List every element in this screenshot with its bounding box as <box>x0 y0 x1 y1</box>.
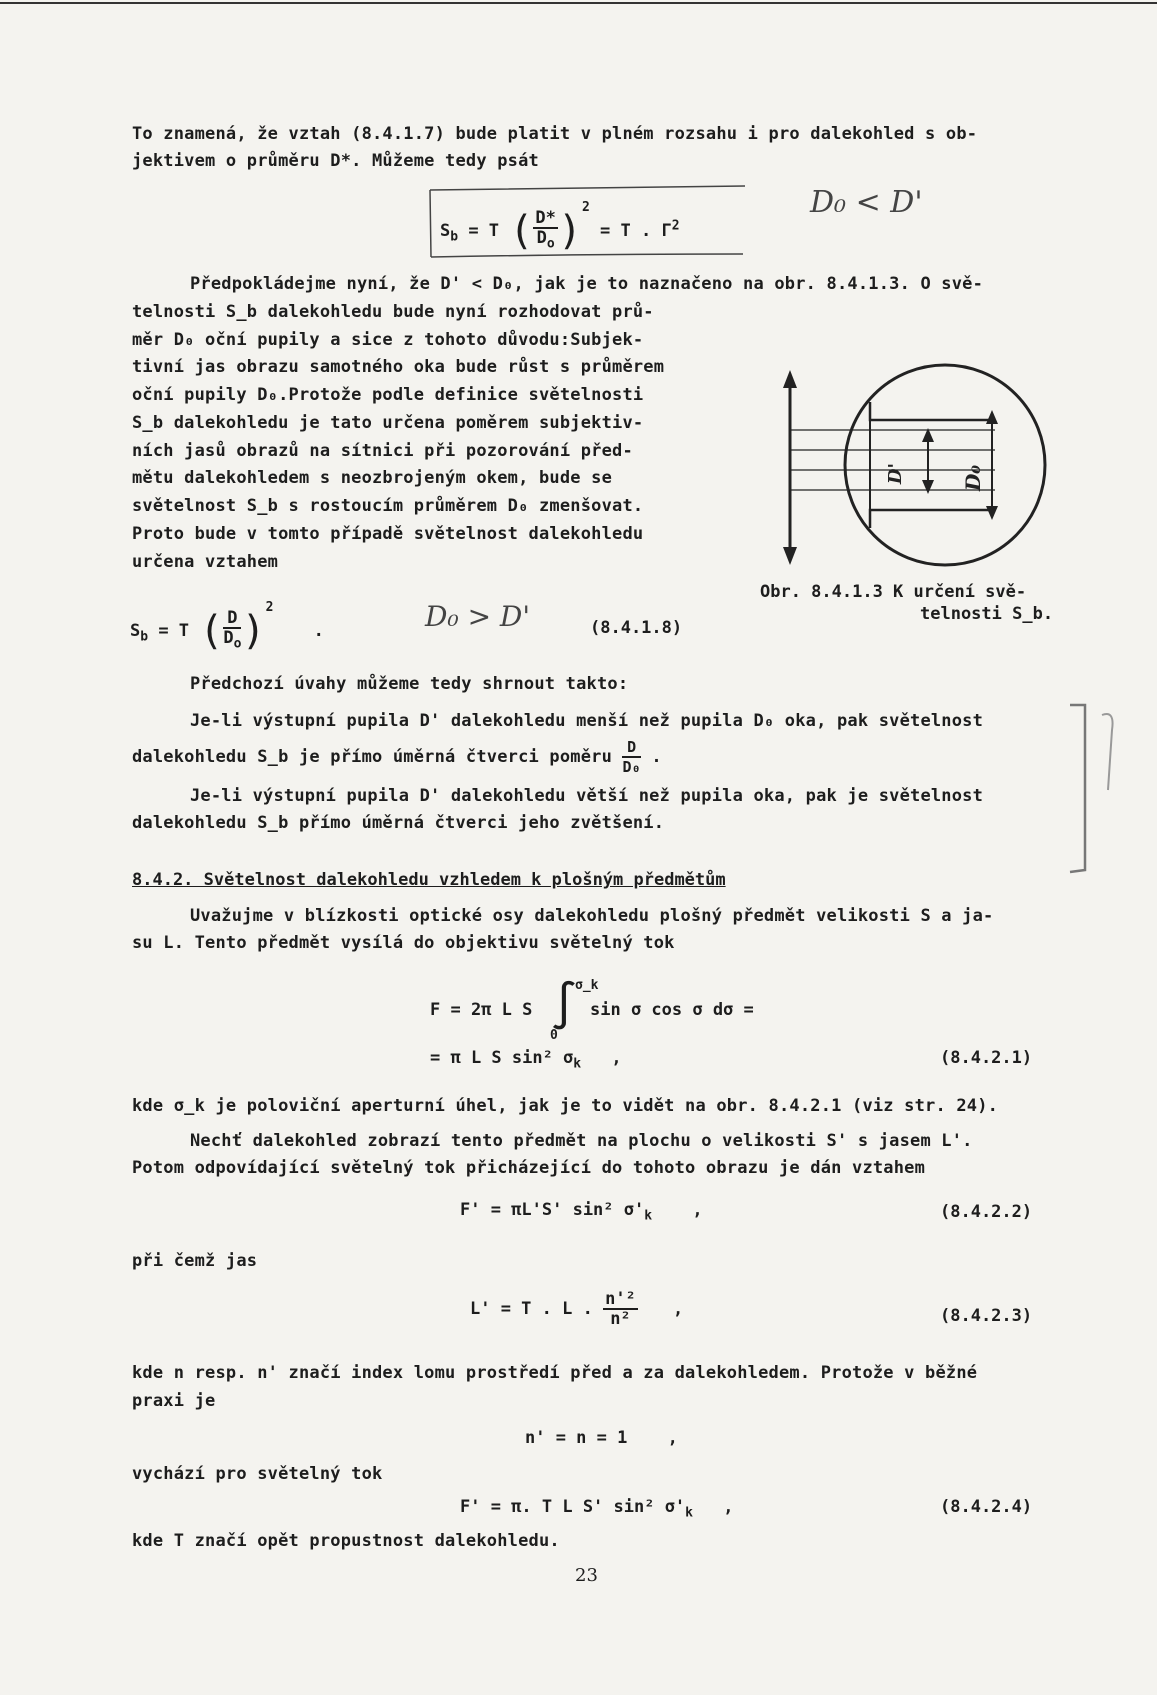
text-line: mětu dalekohledem s neozbrojeným okem, bude se <box>132 468 613 488</box>
text-line: dalekohledu S_b přímo úměrná čtverci jeho zvětšení. <box>132 813 665 833</box>
equation-number: (8.4.2.2) <box>940 1202 1033 1222</box>
text-line: Je-li výstupní pupila D' dalekohledu větší než pupila oka, pak je světelnost <box>190 786 984 806</box>
text-line: dalekohledu S_b je přímo úměrná čtverci poměru $\frac{D}{\text{D₀}}$ . <box>132 738 662 776</box>
text-line: telnosti S_b dalekohledu bude nyní rozhodovat prů- <box>132 302 654 322</box>
integral-upper-limit: σ_k <box>575 978 599 993</box>
equation-5: L' = T . L . $\frac{\text{n'²}}{\text{n²}}$ , <box>470 1289 684 1329</box>
equation-7: F' = π. T L S' sin² $\sigma'_k$ , <box>460 1497 734 1521</box>
section-heading: 8.4.2. Světelnost dalekohledu vzhledem k plošným předmětům <box>132 870 726 890</box>
text-line: měr D₀ oční pupily a sice z tohoto důvodu:Subjek- <box>132 330 644 350</box>
text-line: tivní jas obrazu samotného oka bude růst s průměrem <box>132 357 665 377</box>
handwritten-note: D₀ < D' <box>810 185 923 220</box>
text-line: ních jasů obrazů na sítnici při pozorování před- <box>132 441 633 461</box>
margin-bracket <box>1060 700 1120 880</box>
text-line: Je-li výstupní pupila D' dalekohledu menší než pupila D₀ oka, pak světelnost <box>190 711 984 731</box>
text-line: Předchozí úvahy můžeme tedy shrnout takto: <box>190 674 629 694</box>
equation-6: n' = n = 1 , <box>525 1428 678 1448</box>
integral-lower-limit: 0 <box>550 1028 558 1043</box>
equation-number: (8.4.1.8) <box>590 618 683 638</box>
handwritten-note: D₀ > D' <box>425 600 531 633</box>
text-line: su L. Tento předmět vysílá do objektivu světelný tok <box>132 933 675 953</box>
text-line: S_b dalekohledu je tato určena poměrem subjektiv- <box>132 413 644 433</box>
equation-3-line-2: = π L S sin² $\sigma_k$ , <box>430 1048 622 1072</box>
text-line: světelnost S_b s rostoucím průměrem D₀ zmenšovat. <box>132 496 644 516</box>
text-line: Nechť dalekohled zobrazí tento předmět na plochu o velikosti S' s jasem L'. <box>190 1131 973 1151</box>
top-border-line <box>0 0 1157 8</box>
equation-3-line-1: F = 2π L S <box>430 1000 533 1020</box>
text-line: oční pupily D₀.Protože podle definice světelnosti <box>132 385 644 405</box>
text-line: jektivem o průměru D*. Můžeme tedy psát <box>132 151 539 171</box>
text-line: určena vztahem <box>132 552 279 572</box>
text-line: To znamená, že vztah (8.4.1.7) bude platit v plném rozsahu i pro dalekohled s ob- <box>132 124 978 144</box>
text-line: kde n resp. n' značí index lomu prostředí před a za dalekohledem. Protože v běžné <box>132 1363 978 1383</box>
text-line: kde T značí opět propustnost dalekohledu. <box>132 1531 560 1551</box>
eye-pupil-figure <box>770 360 1070 570</box>
text-line: při čemž jas <box>132 1251 258 1271</box>
text-line: vychází pro světelný tok <box>132 1464 383 1484</box>
page-number: 23 <box>575 1565 598 1586</box>
text-line: Uvažujme v blízkosti optické osy dalekohledu plošný předmět velikosti S a ja- <box>190 906 994 926</box>
text-line: kde σ_k je poloviční aperturní úhel, jak je to vidět na obr. 8.4.2.1 (viz str. 24). <box>132 1096 999 1116</box>
equation-4: F' = πL'S' sin² $\sigma'_k$ , <box>460 1200 703 1224</box>
figure-label-exit-pupil: D' <box>885 462 907 485</box>
integral-sign: ∫ <box>550 978 578 1032</box>
text-line: Potom odpovídající světelný tok přicházející do tohoto obrazu je dán vztahem <box>132 1158 926 1178</box>
equation-number: (8.4.2.1) <box>940 1048 1033 1068</box>
integrand: sin σ cos σ dσ = <box>590 1000 754 1020</box>
equation-2: $S_b = T$ ( $\frac{D}{D_o}$ )$^2$ . <box>130 600 324 654</box>
figure-caption: telnosti S_b. <box>920 604 1054 624</box>
text-line: Předpokládejme nyní, že D' < D₀, jak je to naznačeno na obr. 8.4.1.3. O svě- <box>190 274 984 294</box>
equation-number: (8.4.2.4) <box>940 1497 1033 1517</box>
equation-1: $S_b = T$ ( $\frac{D*}{D_o}$ )$^2$ = T . $\Gamma^2$ <box>440 200 680 254</box>
text-line: praxi je <box>132 1391 216 1411</box>
text-line: Proto bude v tomto případě světelnost dalekohledu <box>132 524 644 544</box>
equation-number: (8.4.2.3) <box>940 1306 1033 1326</box>
figure-label-eye-pupil: D₀ <box>961 464 986 492</box>
figure-caption: Obr. 8.4.1.3 K určení svě- <box>760 582 1027 602</box>
